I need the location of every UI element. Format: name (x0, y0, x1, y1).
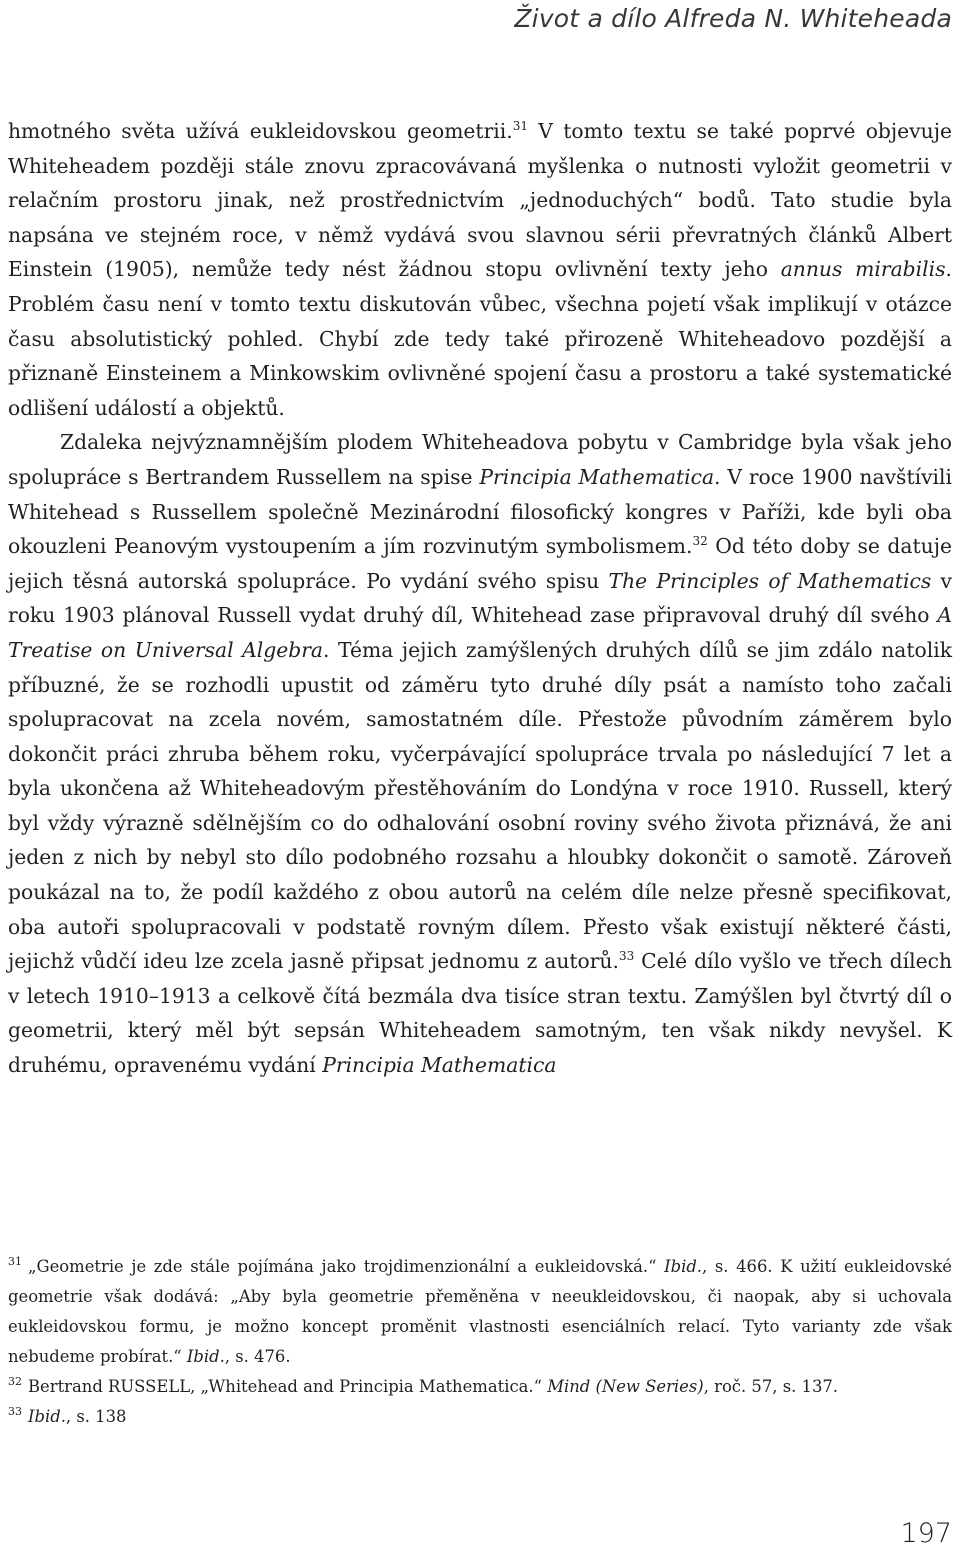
footnote-number: 33 (8, 1405, 22, 1418)
text-run: . Téma jejich zamýšlených druhých dílů se jim zdálo natolik příbuzné, že se rozhodli upustit od záměru tyto druhé díly psát a namísto toho začali spolupracovat na zcela novém, samostatném díle. Přestože původním záměrem bylo dokončit práci zhruba během roku, vyčerpávající spolupráce trvala po následující 7 let a byla ukončena až Whiteheadovým přestěhováním do Londýna v roce 1910. Russell, který byl vždy výrazně sdělnějším co do odhalování osobní roviny svého života přiznává, že ani jeden z nich by nebyl sto dílo podobného rozsahu a hloubky dokončit o samotě. Zároveň poukázal na to, že podíl každého z obou autorů na celém díle nelze přesně specifikovat, oba autoři spolupracovali v podstatě rovným dílem. Přesto však existují některé části, jejichž vůdčí ideu lze zcela jasně připsat jednomu z autorů. (8, 637, 952, 974)
running-header: Život a dílo Alfreda N. Whiteheada (514, 4, 952, 33)
text-run: , s. 138 (65, 1407, 127, 1426)
italic-ref: Ibid. (664, 1257, 703, 1276)
text-run: V tomto textu se také poprvé objevuje Whiteheadem později stále znovu zpracovávaná myšlenka o nutnosti vyložit geometrii v relačním prostoru jinak, než prostřednictvím „jednoduchých“ bodů. Tato studie byla napsána ve stejném roce, v němž vydává svou slavnou sérii převratných článků Albert Einstein (1905), nemůže tedy nést žádnou stopu ovlivnění texty jeho (8, 119, 952, 282)
footnote-32 (8, 1372, 952, 1402)
main-text (8, 114, 952, 1083)
italic-ref: Ibid. (186, 1347, 225, 1366)
footnote-ref-31[interactable]: 31 (512, 119, 528, 133)
text-run: , s. 466. K užití eukleidovské geometrie však dodává: „Aby byla geometrie přeměněna v neeukleidovskou, či naopak, aby si uchovala eukleidovskou formu, je možno koncept proměnit vlastnosti esenciálních relací. Tyto varianty zde však nebudeme probírat.“ (8, 1257, 952, 1366)
italic-ref: Mind (New Series) (547, 1377, 704, 1396)
footnote-number: 31 (8, 1255, 22, 1268)
text-run: Bertrand RUSSELL, „Whitehead and Principia Mathematica.“ (28, 1377, 548, 1396)
text-run: Zdaleka nejvýznamnějším plodem Whiteheadova pobytu v Cambridge byla však jeho spolupráce s Bertrandem Russellem na spise (8, 430, 952, 489)
page-number: 197 (900, 1518, 952, 1549)
text-run: . V roce 1900 navštívili Whitehead s Russellem společně Mezinárodní filosofický kongres v Paříži, kde byli oba okouzleni Peanovým vystoupením a jím rozvinutým symbolismem. (8, 464, 952, 559)
italic-title: The Principles of Mathematics (608, 568, 932, 593)
text-run: . Problém času není v tomto textu diskutován vůbec, všechna pojetí však implikují v otázce času absolutistický pohled. Chybí zde tedy také přirozeně Whiteheadovo pozdější a přiznaně Einsteinem a Minkowskim ovlivněné spojení času a prostoru a také systematické odlišení událostí a objektů. (8, 257, 952, 420)
footnote-33 (8, 1402, 952, 1432)
paragraph-2 (8, 425, 952, 1082)
italic-title: Principia Mathematica (322, 1053, 557, 1078)
text-run: Celé dílo vyšlo ve třech dílech v letech 1910–1913 a celkově čítá bezmála dva tisíce stran textu. Zamýšlen byl čtvrtý díl o geometrii, který měl být sepsán Whiteheadem samotným, ten však nikdy nevyšel. K druhému, opravenému vydání (8, 949, 953, 1078)
footnote-ref-33[interactable]: 33 (618, 949, 635, 964)
text-run: „Geometrie je zde stále pojímána jako trojdimenzionální a eukleidovská.“ (28, 1257, 665, 1276)
text-run: , roč. 57, s. 137. (703, 1377, 839, 1396)
text-run: hmotného světa užívá eukleidovskou geometrii. (8, 119, 513, 143)
text-run: , s. 476. (224, 1347, 291, 1366)
text-run: v roku 1903 plánoval Russell vydat druhý díl, Whitehead zase připravoval druhý díl svého (8, 568, 953, 628)
footnote-number: 32 (8, 1375, 22, 1388)
paragraph-1 (8, 114, 952, 425)
text-run: Od této doby se datuje jejich těsná autorská spolupráce. Po vydání svého spisu (8, 534, 952, 593)
footnotes (8, 1252, 952, 1432)
italic-ref: Ibid. (28, 1407, 66, 1426)
footnote-31 (8, 1252, 952, 1372)
italic-term: annus mirabilis (780, 257, 946, 282)
footnote-ref-32[interactable]: 32 (692, 534, 708, 549)
italic-title: A Treatise on Universal Algebra (8, 603, 952, 662)
italic-title: Principia Mathematica (479, 464, 715, 489)
